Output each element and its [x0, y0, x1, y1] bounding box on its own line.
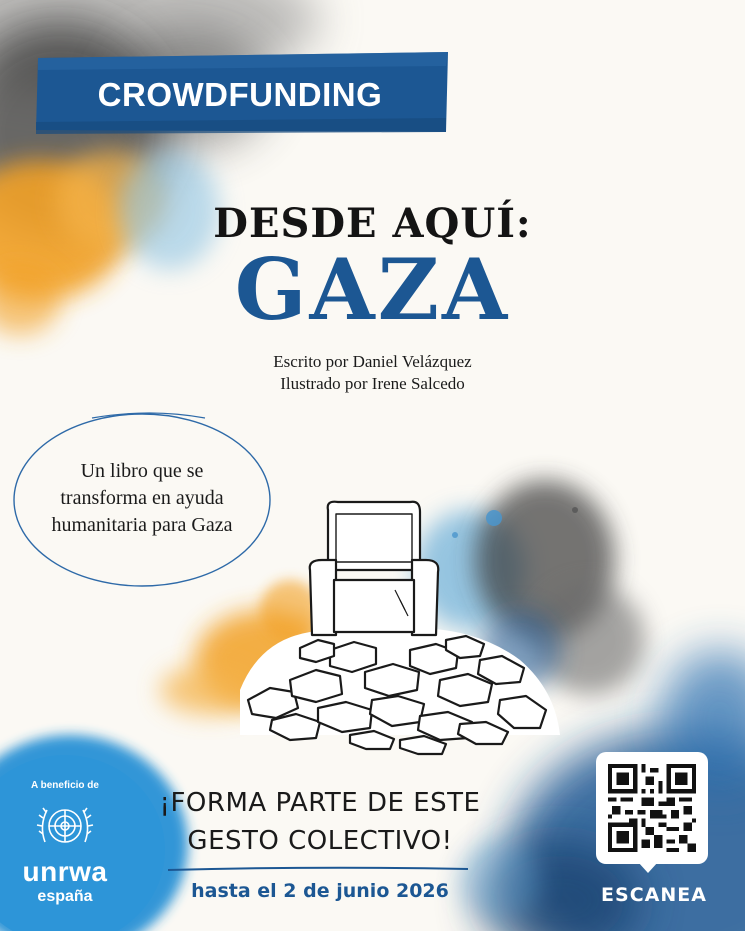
- deadline-text: hasta el 2 de junio 2026: [191, 880, 449, 902]
- cta-underline: [168, 868, 468, 870]
- beneficiary-prefix: A beneficio de: [31, 780, 99, 791]
- bubble-text: [30, 458, 254, 539]
- un-emblem-icon: [33, 794, 97, 858]
- bubble-line: transforma en ayuda: [60, 487, 224, 509]
- bubble-line: humanitaria para Gaza: [51, 514, 233, 536]
- beneficiary-country: españa: [37, 888, 93, 905]
- qr-card-pointer: [638, 862, 658, 873]
- qr-code-card[interactable]: [596, 752, 708, 864]
- book-title: GAZA: [234, 240, 511, 339]
- book-heading: DESDE AQUÍ:: [213, 200, 532, 247]
- illustrator-credit: Ilustrado por Irene Salcedo: [280, 374, 465, 393]
- cta-line-1: ¡FORMA PARTE DE ESTE: [159, 788, 481, 818]
- crowdfunding-banner: CROWDFUNDING: [97, 76, 383, 113]
- bubble-line: Un libro que se: [80, 460, 204, 482]
- qr-code-icon[interactable]: [608, 764, 696, 852]
- cta-line-2: GESTO COLECTIVO!: [187, 826, 453, 856]
- author-credit: Escrito por Daniel Velázquez: [273, 352, 472, 371]
- scan-label: ESCANEA: [601, 884, 707, 906]
- beneficiary-name: unrwa: [22, 856, 108, 887]
